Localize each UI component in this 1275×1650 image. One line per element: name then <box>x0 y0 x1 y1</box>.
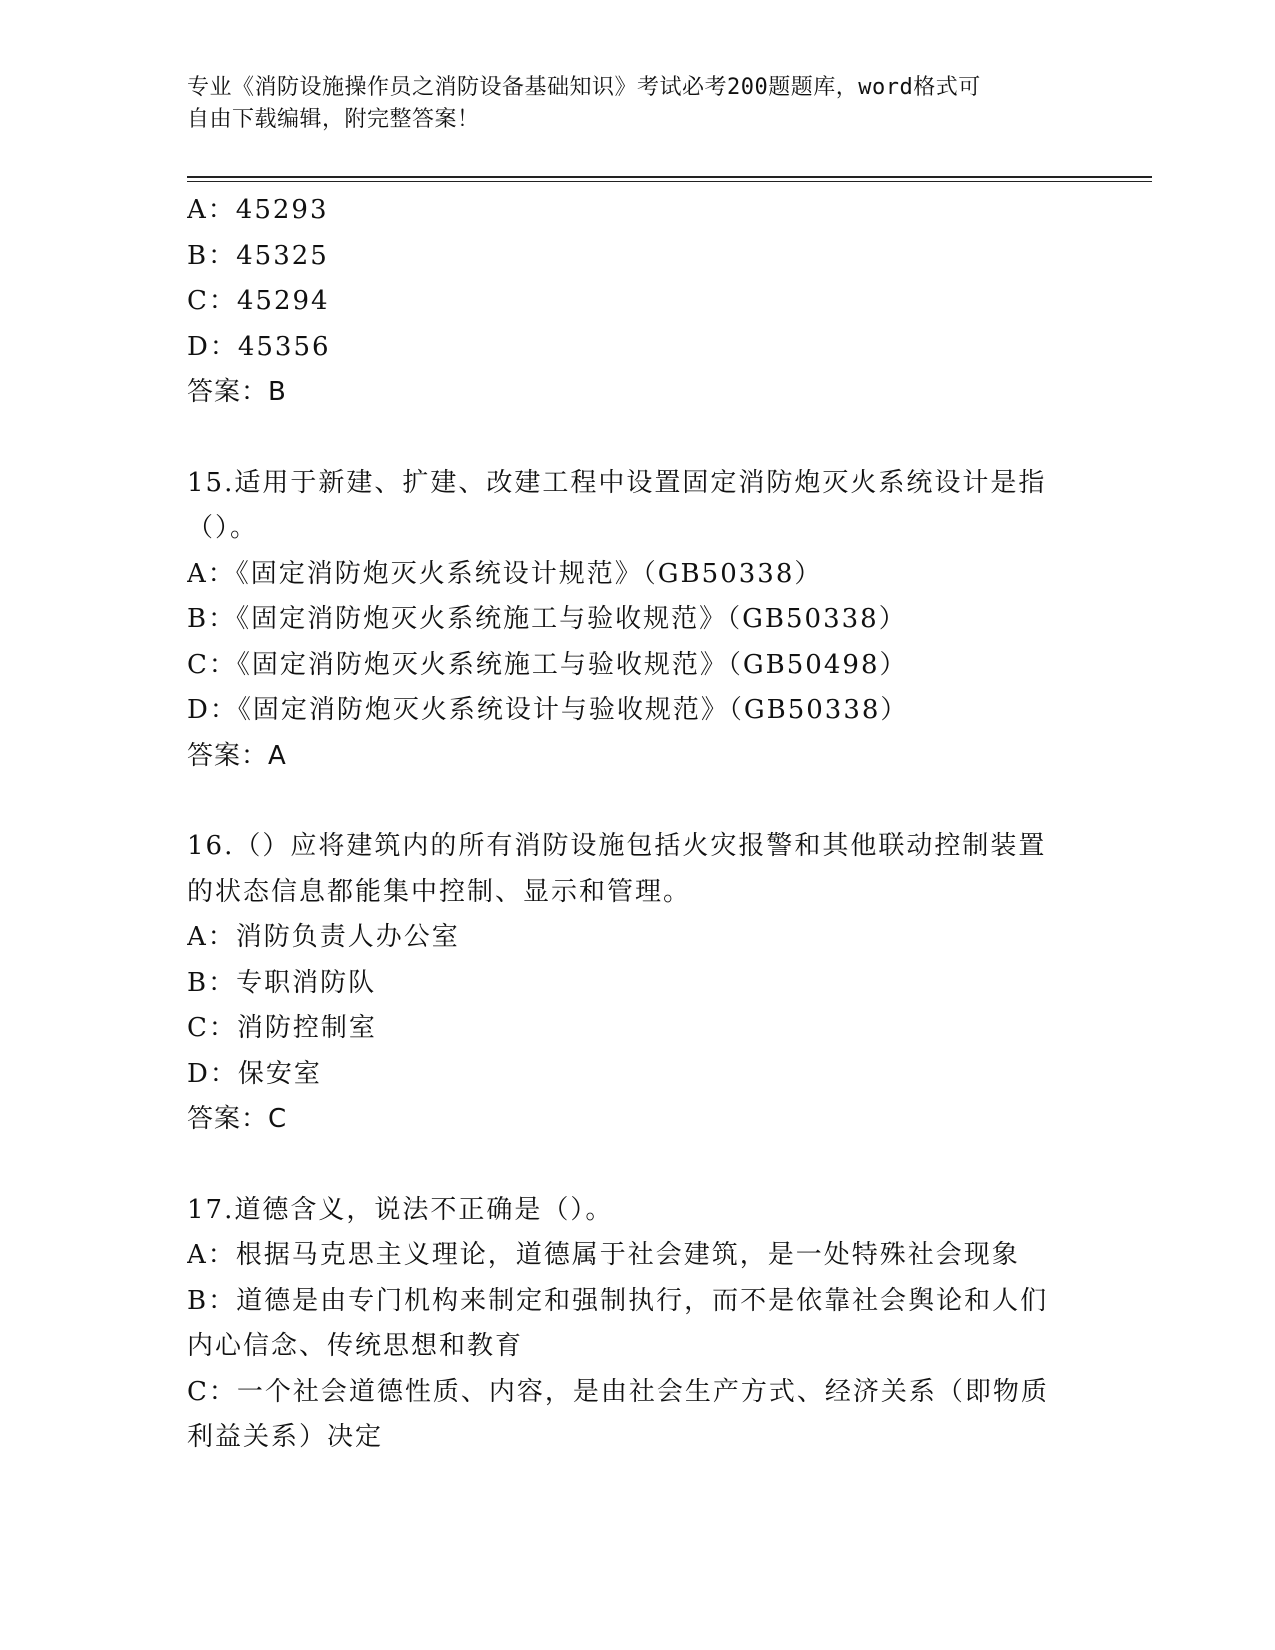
option-c: C：《固定消防炮灭火系统施工与验收规范》（GB50498） <box>187 649 908 680</box>
option-a: A：45293 <box>187 195 329 225</box>
question-stem: 17.道德含义，说法不正确是（）。 <box>187 1194 614 1225</box>
option-c-line-1: C：一个社会道德性质、内容，是由社会生产方式、经济关系（即物质 <box>187 1376 1049 1407</box>
option-b-line-2: 内心信念、传统思想和教育 <box>187 1331 524 1361</box>
question-16 <box>187 824 1087 1143</box>
question-stem-line-1: 16.（）应将建筑内的所有消防设施包括火灾报警和其他联动控制装置 <box>187 831 1047 861</box>
option-d: D：《固定消防炮灭火系统设计与验收规范》（GB50338） <box>187 695 909 725</box>
option-b: B：专职消防队 <box>187 967 377 998</box>
option-a: A：根据马克思主义理论，道德属于社会建筑，是一处特殊社会现象 <box>187 1240 1020 1270</box>
option-c: C：消防控制室 <box>187 1013 377 1043</box>
question-15 <box>187 461 1087 780</box>
header-line-2: 自由下载编辑，附完整答案！ <box>187 107 480 132</box>
option-d: D：45356 <box>187 331 331 362</box>
answer-line: 答案：B <box>187 377 287 407</box>
question-list <box>187 188 1087 1461</box>
option-b: B：《固定消防炮灭火系统施工与验收规范》（GB50338） <box>187 604 907 634</box>
answer-line: 答案：A <box>187 740 287 771</box>
question-stem-line-2: 的状态信息都能集中控制、显示和管理。 <box>187 876 692 907</box>
header-divider-thin <box>187 181 1152 182</box>
option-d: D：保安室 <box>187 1058 322 1089</box>
answer-line: 答案：C <box>187 1104 288 1134</box>
question-14 <box>187 188 1087 416</box>
option-c-line-2: 利益关系）决定 <box>187 1422 384 1452</box>
header-divider-thick <box>187 176 1152 178</box>
option-b: B：45325 <box>187 240 329 271</box>
question-17 <box>187 1188 1087 1461</box>
option-c: C：45294 <box>187 286 330 316</box>
header-line-1: 专业《消防设施操作员之消防设备基础知识》考试必考200题题库，word格式可 <box>187 75 981 100</box>
question-stem-line-2: （）。 <box>187 513 259 543</box>
spacer <box>187 1143 1087 1188</box>
spacer <box>187 779 1087 824</box>
option-b-line-1: B：道德是由专门机构来制定和强制执行，而不是依靠社会舆论和人们 <box>187 1285 1049 1316</box>
option-a: A：《固定消防炮灭火系统设计规范》（GB50338） <box>187 558 823 589</box>
question-stem-line-1: 15.适用于新建、扩建、改建工程中设置固定消防炮灭火系统设计是指 <box>187 467 1047 498</box>
spacer <box>187 416 1087 461</box>
document-header <box>187 72 1087 136</box>
option-a: A：消防负责人办公室 <box>187 922 460 952</box>
